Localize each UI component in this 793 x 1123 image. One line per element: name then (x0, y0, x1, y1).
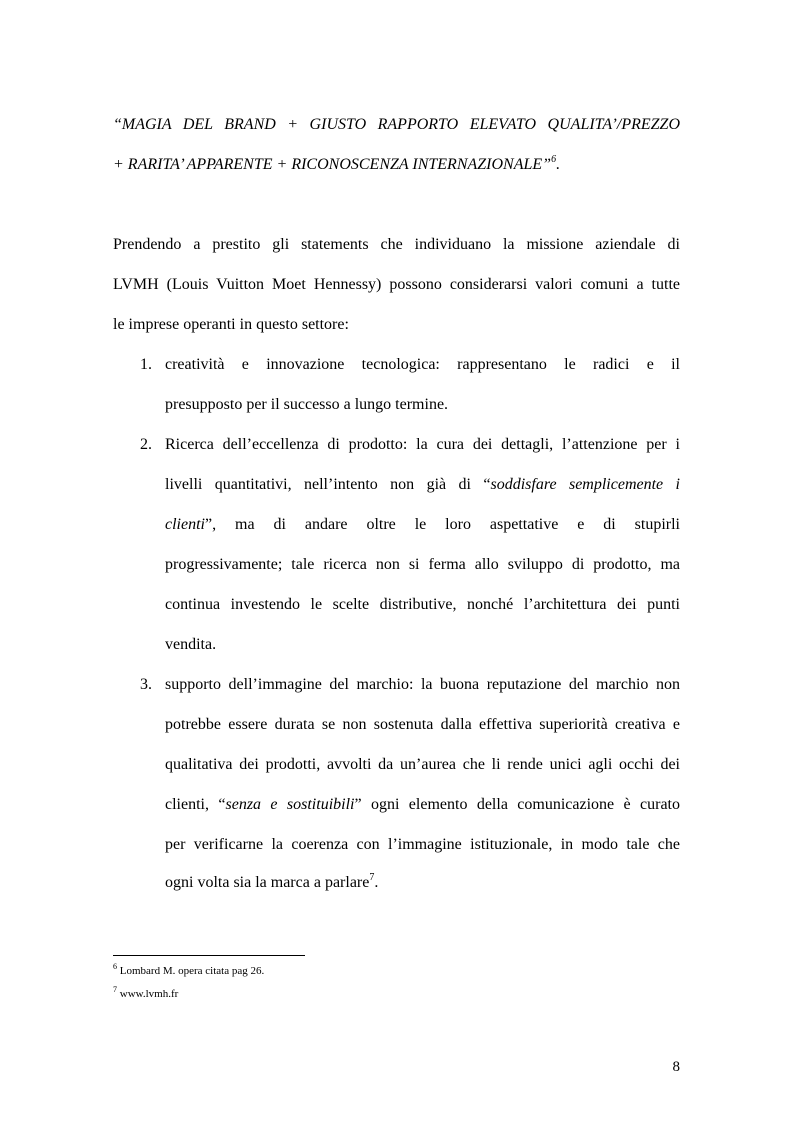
list-item-2-line-5: continua investendo le scelte distributive, nonché l’architettura dei punti (165, 596, 680, 613)
footnote-6: $^6$ Lombard M. opera citata pag 26. (113, 962, 265, 977)
list-item-1-line-1: creatività e innovazione tecnologica: rappresentano le radici e il (165, 356, 680, 373)
list-item-2-line-4: progressivamente; tale ricerca non si ferma allo sviluppo di prodotto, ma (165, 556, 680, 573)
list-item-2-line-2: livelli quantitativi, nell’intento non già di “soddisfare semplicemente i (165, 476, 680, 493)
list-item-number: 1. (140, 356, 152, 373)
list-item-number: 3. (140, 676, 152, 693)
list-item-3-line-4: clienti, “senza e sostituibili” ogni elemento della comunicazione è curato (165, 796, 681, 813)
list-item-number: 2. (140, 436, 152, 453)
quote-line-2: + RARITA’ APPARENTE + RICONOSCENZA INTERNAZIONALE”$^6$. (113, 154, 561, 173)
page-number: 8 (672, 1059, 680, 1075)
list-item-3-line-5: per verificarne la coerenza con l’immagine istituzionale, in modo tale che (165, 836, 680, 853)
intro-line-2: LVMH (Louis Vuitton Moet Hennessy) possono considerarsi valori comuni a tutte (113, 276, 680, 293)
list-item-3-line-2: potrebbe essere durata se non sostenuta dalla effettiva superiorità creativa e (165, 716, 680, 733)
list-item-3-line-3: qualitativa dei prodotti, avvolti da un’aurea che li rende unici agli occhi dei (165, 756, 680, 773)
footnote-7: $^7$ www.lvmh.fr (113, 985, 179, 1000)
list-item-3-line-6: ogni volta sia la marca a parlare$^7$. (165, 872, 379, 891)
intro-line-1: Prendendo a prestito gli statements che individuano la missione aziendale di (113, 236, 680, 253)
intro-line-3: le imprese operanti in questo settore: (113, 316, 349, 333)
quote-line-1: “MAGIA DEL BRAND + GIUSTO RAPPORTO ELEVATO QUALITA’/PREZZO (113, 116, 680, 133)
list-item-2-line-3: clienti”, ma di andare oltre le loro aspettative e di stupirli (165, 516, 680, 533)
list-item-1-line-2: presupposto per il successo a lungo termine. (165, 396, 449, 413)
footnote-ref-7[interactable]: 7 (369, 872, 375, 883)
list-item-2-line-6: vendita. (165, 636, 217, 653)
footnote-separator (113, 955, 305, 956)
footnote-ref-6[interactable]: 6 (551, 154, 557, 165)
list-item-2-line-1: Ricerca dell’eccellenza di prodotto: la cura dei dettagli, l’attenzione per i (165, 436, 680, 453)
list-item-3-line-1: supporto dell’immagine del marchio: la buona reputazione del marchio non (165, 676, 680, 693)
